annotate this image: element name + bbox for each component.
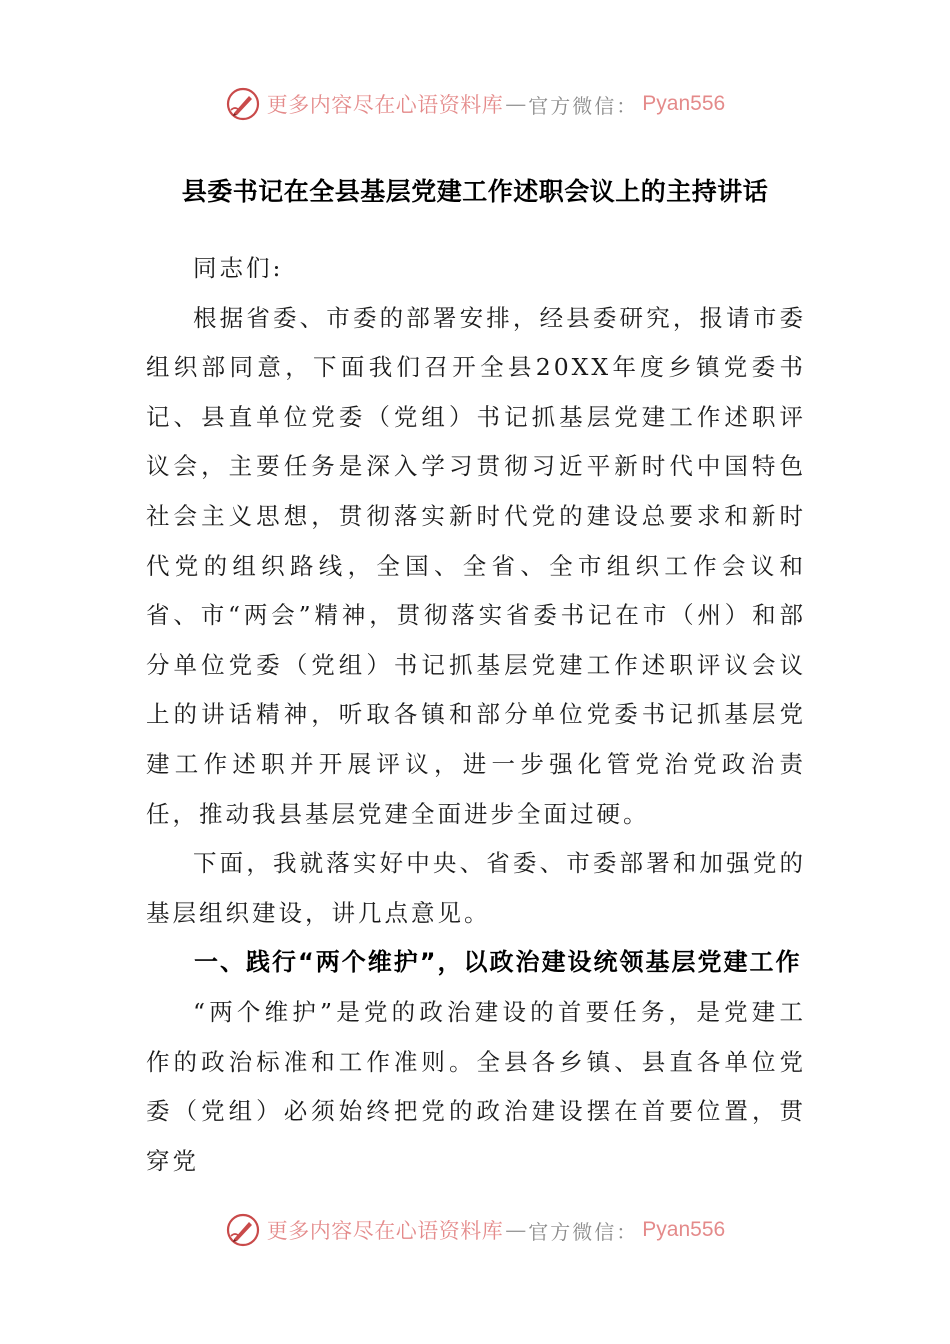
pen-circle-logo-icon	[225, 86, 261, 122]
document-body	[146, 244, 806, 1186]
document-title: 县委书记在全县基层党建工作述职会议上的主持讲话	[181, 177, 769, 206]
watermark-wechat-id: Pyan556	[642, 92, 726, 115]
watermark-text: 更多内容尽在心语资料库	[266, 1219, 504, 1243]
watermark-official-label: 官方微信：	[528, 1219, 639, 1244]
paragraph-1: 根据省委、市委的部署安排，经县委研究，报请市委组织部同意，下面我们召开全县20XX年度乡镇党委书记、县直单位党委（党组）书记抓基层党建工作述职评议会，主要任务是深入学习贯彻习近平新时代中国特色社会主义思想，贯彻落实新时代党的建设总要求和新时代党的组织路线，全国、全省、全市组织工作会议和省、市“两会”精神，贯彻落实省委书记在市（州）和部分单位党委（党组）书记抓基层党建工作述职评议会议上的讲话精神，听取各镇和部分单位党委书记抓基层党建工作述职并开展评议，进一步强化管党治党政治责任，推动我县基层党建全面进步全面过硬。	[146, 303, 806, 828]
watermark-official-label: 官方微信：	[528, 93, 639, 118]
section-1-paragraph-1: “两个维护”是党的政治建设的首要任务，是党建工作的政治标准和工作准则。全县各乡镇、县直各单位党委（党组）必须始终把党的政治建设摆在首要位置，贯穿党	[146, 997, 806, 1175]
watermark-text: 更多内容尽在心语资料库	[266, 93, 504, 117]
pen-circle-logo-icon	[225, 1212, 261, 1248]
watermark-wechat-id: Pyan556	[642, 1218, 726, 1241]
section-heading-1: 一、践行“两个维护”，以政治建设统领基层党建工作	[194, 948, 802, 977]
watermark-dash: —	[505, 92, 527, 116]
salutation: 同志们:	[193, 254, 284, 282]
watermark-dash: —	[505, 1218, 527, 1242]
watermark-banner-bottom	[0, 1208, 950, 1252]
paragraph-2: 下面，我就落实好中央、省委、市委部署和加强党的基层组织建设，讲几点意见。	[146, 849, 806, 927]
watermark-banner-top	[0, 82, 950, 126]
